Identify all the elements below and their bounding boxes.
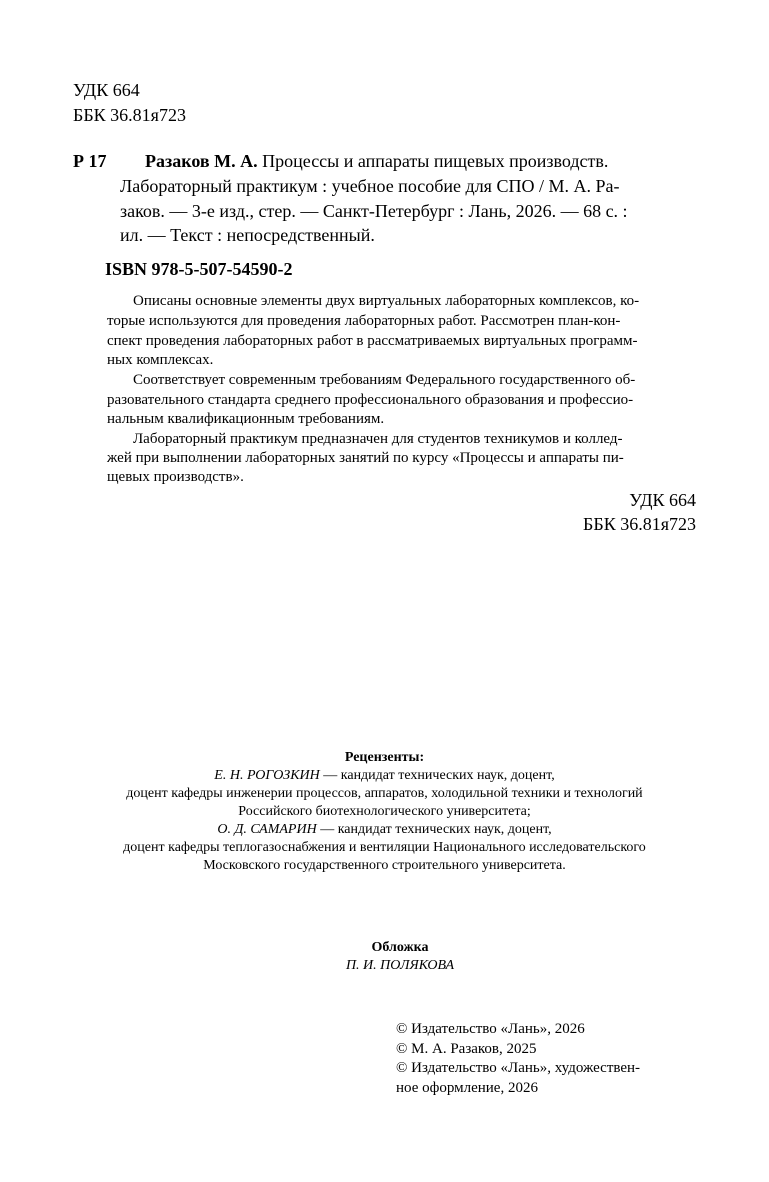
citation-author: Разаков М. А. <box>145 151 258 171</box>
copyright-line: © Издательство «Лань», 2026 <box>396 1021 585 1037</box>
abstract-line: торые используются для проведения лабораторных работ. Рассмотрен план-кон- <box>107 313 621 329</box>
bottom-bbk: ББК 36.81я723 <box>583 514 696 534</box>
reviewer-2 <box>0 822 769 838</box>
top-bbk: ББК 36.81я723 <box>73 105 186 125</box>
reviewer-1-degree: — кандидат технических наук, доцент, <box>319 768 555 783</box>
copyright-line: © Издательство «Лань», художествен- <box>396 1060 641 1076</box>
citation-line-1 <box>145 151 608 172</box>
reviewer-2-position: доцент кафедры теплогазоснабжения и вентиляции Национального исследовательского <box>123 840 646 855</box>
isbn: ISBN 978-5-507-54590-2 <box>105 259 293 279</box>
citation-line-2: Лабораторный практикум : учебное пособие для СПО / М. А. Ра- <box>120 176 620 196</box>
reviewer-2-degree: — кандидат технических наук, доцент, <box>316 822 552 837</box>
copyright-line: © М. А. Разаков, 2025 <box>396 1041 537 1057</box>
abstract-line: ных комплексах. <box>107 352 214 368</box>
cover-designer: П. И. ПОЛЯКОВА <box>345 958 455 973</box>
abstract-line: Описаны основные элементы двух виртуальных лабораторных комплексов, ко- <box>133 293 640 309</box>
citation-line-3: заков. — 3-е изд., стер. — Санкт-Петербург : Лань, 2026. — 68 с. : <box>120 201 628 221</box>
author-mark: Р 17 <box>73 151 107 171</box>
abstract-line: щевых производств». <box>107 469 244 485</box>
reviewer-1-name: Е. Н. РОГОЗКИН <box>214 768 320 783</box>
citation-line-4: ил. — Текст : непосредственный. <box>120 225 375 245</box>
reviewer-1 <box>0 768 769 784</box>
abstract-line: Соответствует современным требованиям Федерального государственного об- <box>133 372 636 388</box>
abstract-line: Лабораторный практикум предназначен для студентов техникумов и коллед- <box>133 431 623 447</box>
copyright-line: ное оформление, 2026 <box>396 1080 538 1096</box>
reviewer-2-affiliation: Московского государственного строительного университета. <box>203 858 566 873</box>
reviewer-2-name: О. Д. САМАРИН <box>217 822 317 837</box>
bottom-udk: УДК 664 <box>629 490 696 510</box>
abstract-line: нальным квалификационным требованиям. <box>107 411 385 427</box>
abstract-line: жей при выполнении лабораторных занятий по курсу «Процессы и аппараты пи- <box>107 450 624 466</box>
reviewers-heading: Рецензенты: <box>344 750 425 765</box>
reviewer-1-affiliation: Российского биотехнологического университета; <box>238 804 531 819</box>
reviewer-1-position: доцент кафедры инженерии процессов, аппаратов, холодильной техники и технологий <box>126 786 643 801</box>
abstract-line: спект проведения лабораторных работ в рассматриваемых виртуальных программ- <box>107 333 638 349</box>
citation-title: Процессы и аппараты пищевых производств. <box>262 151 609 171</box>
cover-heading: Обложка <box>371 940 429 955</box>
top-udk: УДК 664 <box>73 80 140 100</box>
abstract-line: разовательного стандарта среднего профессионального образования и профессио- <box>107 392 634 408</box>
